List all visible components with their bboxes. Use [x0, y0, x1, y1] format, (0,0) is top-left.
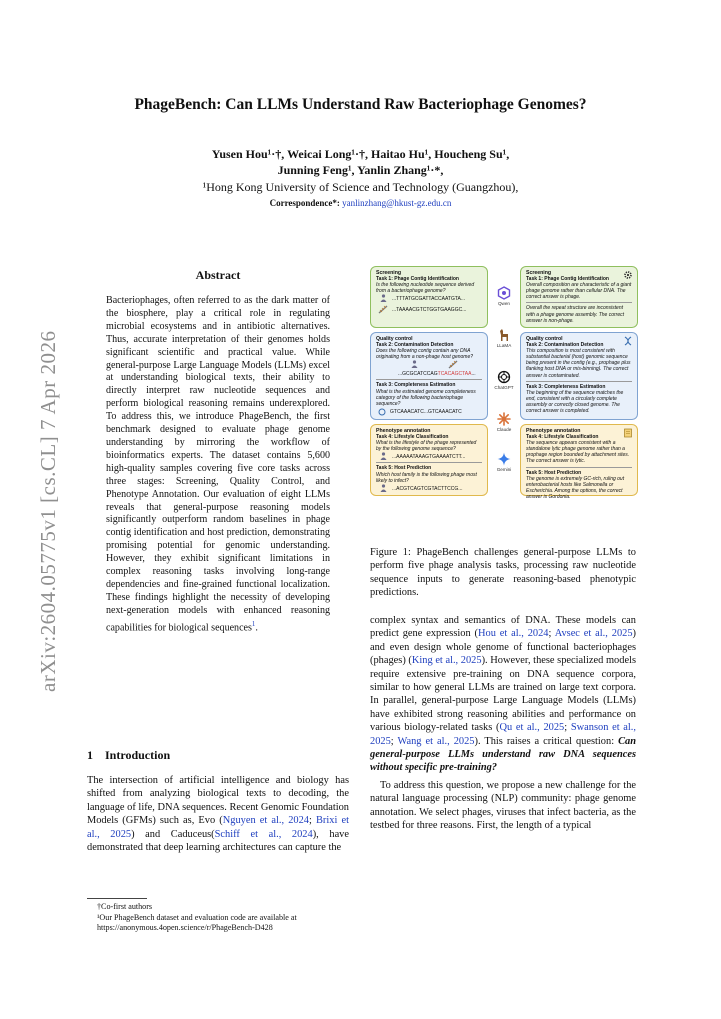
- sequence-row: [376, 307, 482, 313]
- text-run: ;: [308, 815, 316, 827]
- microscope-icon: [379, 484, 388, 492]
- divider: [376, 379, 482, 380]
- text-run: ). This raises a critical question:: [474, 735, 619, 747]
- left-phenotype-panel: [370, 424, 488, 496]
- llm-name: Qwen: [497, 301, 510, 306]
- sequence-text: ...TAAAACGTCTGGTGAAGGC...: [392, 307, 467, 314]
- footnotes: [87, 902, 352, 934]
- left-screening-panel: [370, 266, 488, 328]
- report-icon: [623, 428, 633, 438]
- divider: [526, 381, 632, 382]
- task-label: Task 5: Host Prediction: [526, 469, 582, 476]
- right-phenotype-panel: [520, 424, 638, 500]
- abstract-end: .: [255, 622, 258, 633]
- task-question: What is the lifestyle of the phage represented by the following genome sequence?: [376, 440, 477, 453]
- stage-label: Phenotype annotation: [376, 428, 431, 434]
- stage-label: Quality control: [376, 336, 413, 342]
- stage-label: Screening: [526, 270, 552, 276]
- author-list: [80, 146, 641, 178]
- answer-text: The sequence appears consistent with a standalone lytic phage genome rather than a prophage region bounded by attachment sites. The correct answer is lytic.: [526, 440, 630, 465]
- llm-chatgpt: [492, 370, 516, 390]
- task-label: Task 1: Phage Contig Identification: [376, 276, 459, 283]
- section-title: Introduction: [105, 748, 171, 762]
- llm-qwen: [492, 286, 516, 306]
- llm-claude: [492, 412, 516, 432]
- divider: [526, 467, 632, 468]
- right-quality-control-panel: [520, 332, 638, 420]
- chatgpt-logo-icon: [497, 370, 511, 384]
- sequence-text: ...GCGCATCCAG: [398, 371, 438, 378]
- sequence-row: [376, 296, 482, 302]
- paper-title: PhageBench: Can LLMs Understand Raw Bacteriophage Genomes?: [134, 96, 587, 113]
- section-heading-introduction: [87, 748, 170, 763]
- dna-helix-icon: [623, 336, 633, 346]
- author-line-2: Junning Feng¹, Yanlin Zhang¹·*,: [277, 163, 444, 177]
- task-question: What is the estimated genome completeness category of the following bacteriophage sequence?: [376, 388, 476, 407]
- task-label: Task 3: Completeness Estimation: [376, 382, 456, 389]
- stage-label: Screening: [376, 270, 402, 276]
- text-run: ) and Caduceus(: [131, 828, 215, 840]
- stage-label: Quality control: [526, 336, 563, 342]
- citation-hou-2024[interactable]: Hou et al., 2024: [478, 628, 549, 640]
- icon-row: [376, 360, 482, 369]
- sequence-text: ...: [471, 371, 476, 378]
- correspondence: [80, 198, 641, 208]
- footnote-rule: [87, 898, 147, 899]
- task-label: Task 2: Contamination Detection: [526, 342, 604, 349]
- sequence-text: ...AAAAATAAAGTGAAAATCTT...: [392, 454, 466, 461]
- correspondence-email-link[interactable]: yanlinzhang@hkust-gz.edu.cn: [342, 198, 452, 208]
- microscope-icon: [379, 294, 388, 302]
- figure-1: [370, 266, 638, 536]
- arxiv-id: arXiv:2604.05775v1 [cs.CL] 7 Apr 2026: [36, 330, 60, 692]
- contaminant-sequence: TCACAGCTAA: [437, 371, 472, 378]
- answer-text: The genome is extremely GC-rich, ruling out enterobacterial hosts like Salmonella or Escherichia. Among the options, the correct answer is Gordonia.: [526, 475, 625, 500]
- circular-genome-icon: [378, 408, 386, 416]
- abstract-body: [106, 295, 330, 635]
- footnote-1-link[interactable]: 1: [251, 619, 256, 628]
- sequence-text: ...TTTATGCGATTACCAATGTA...: [392, 296, 466, 303]
- task-label: Task 4: Lifestyle Classification: [526, 434, 599, 441]
- task-label: Task 4: Lifestyle Classification: [376, 434, 449, 441]
- footnote-code: ¹Our PhageBench dataset and evaluation code are available at https://anonymous.4open.science/r/PhageBench-D428: [97, 912, 297, 932]
- microscope-icon: [410, 360, 419, 368]
- task-label: Task 5: Host Prediction: [376, 465, 432, 472]
- divider: [376, 462, 482, 463]
- sequence-row: [376, 454, 482, 460]
- qwen-logo-icon: [497, 286, 511, 300]
- dna-icon: [378, 305, 388, 314]
- llm-gemini: [492, 452, 516, 472]
- task-question: Is the following nucleotide sequence derived from a bacteriophage genome?: [376, 282, 475, 295]
- llm-name: Gemini: [496, 467, 512, 472]
- llm-name: LLaMA: [496, 343, 512, 348]
- citation-nguyen-2024[interactable]: Nguyen et al., 2024: [222, 815, 309, 827]
- intro-right-column: [370, 614, 636, 833]
- citation-avsec-2025[interactable]: Avsec et al., 2025: [554, 628, 633, 640]
- task-question: Which host family is the following phage most likely to infect?: [376, 471, 477, 484]
- claude-logo-icon: [497, 412, 511, 426]
- microscope-icon: [379, 452, 388, 460]
- citation-brixi-2025[interactable]: Brixi et al., 2025: [87, 815, 349, 840]
- sequence-text: GTCAAACATC...GTCAAACATC: [390, 408, 462, 415]
- abstract-heading: Abstract: [195, 268, 241, 282]
- answer-text: Overall the repeat structure are inconsistent with a phage genome assembly. The correct answer is non-phage.: [526, 305, 625, 324]
- intro-paragraph-3: To address this question, we propose a new challenge for the natural language processing (NLP) community: phage genome annotation. We select phages, viruses that infect bacteria, as the testbed for three reasons. First, the length of a typical: [370, 779, 636, 832]
- sequence-text: ...ACGTCAGTCGTACTTCCG...: [392, 485, 463, 492]
- llm-llama: [492, 328, 516, 348]
- text-run: ). However, these specialized models require extensive pre-training on DNA sequence corpora, similar to how general LLMs are trained on large text corpora. In parallel, general-purpose Large Language Models (LLMs) have exhibited strong reasoning abilities and performance on various biology-related tasks (: [370, 655, 636, 734]
- gear-icon: [623, 270, 633, 280]
- text-run: ), have demonstrated that deep learning architectures can capture the: [87, 828, 349, 854]
- task-question: Does the following contig contain any DNA originating from a non-phage host genome?: [376, 348, 474, 361]
- citation-schiff-2024[interactable]: Schiff et al., 2024: [214, 828, 313, 840]
- abstract-text: Bacteriophages, often referred to as the dark matter of the biosphere, play a critical role in regulating microbial ecosystems and in antibiotic alternatives. Thus, accurate interpretation of their genomes holds significant scientific and practical value. While general-purpose Large Language Models (LLMs) excel at understanding biological texts, their ability to directly interpret raw nucleotide sequences and perform biological reasoning remains underexplored. To address this, we introduce PhageBench, the first benchmark designed to evaluate phage genome understanding by mirroring the workflow of bioinformatics experts. The dataset contains 5,600 high-quality samples covering five core tasks across three stages: Screening, Quality Control, and Phenotype Annotation. Our evaluation of eight LLMs reveals that general-purpose reasoning models significantly outperform random baselines in phage contig identification and host prediction, demonstrating promising potential for genomic understanding. However, they exhibit significant limitations in complex reasoning tasks involving long-range dependencies and fine-grained functional localization. These findings highlight the necessity of developing next-generation models with enhanced reasoning capabilities for biological sequences: [106, 295, 330, 633]
- citation-swanson-2025[interactable]: Swanson et al., 2025: [370, 722, 636, 747]
- answer-text: This composition is most consistent with substantial bacterial (host) genomic sequence being present in the contig (e.g., prophage plus flanking host DNA or mis-binning). The correct answer is contaminated.: [526, 348, 631, 379]
- text-run: ;: [390, 735, 398, 747]
- text-run: ;: [548, 628, 555, 640]
- citation-qu-2025[interactable]: Qu et al., 2025: [499, 722, 565, 734]
- intro-paragraph-2: [370, 614, 636, 775]
- author-line-1: Yusen Hou¹·†, Weicai Long¹·†, Haitao Hu¹, Houcheng Su¹,: [211, 147, 510, 161]
- divider: [526, 302, 632, 303]
- answer-text: The beginning of the sequence matches the end, consistent with a circularly complete assembly or correctly closed genome. The correct answer is completed.: [526, 389, 624, 415]
- citation-king-2025[interactable]: King et al., 2025: [411, 655, 482, 667]
- right-screening-panel: [520, 266, 638, 328]
- intro-paragraph-1: [87, 774, 349, 854]
- dna-icon: [448, 360, 458, 369]
- sequence-row: [376, 409, 482, 415]
- sequence-row: [376, 371, 482, 377]
- stage-label: Phenotype annotation: [526, 428, 581, 434]
- sequence-row: [376, 486, 482, 492]
- section-number: 1: [87, 748, 93, 762]
- arxiv-side-stamp: [6, 300, 60, 700]
- figure-1-caption: Figure 1: PhageBench challenges general-purpose LLMs to perform five phage analysis tasks, processing raw nucleotide sequence inputs to generate reasoning-based phenotypic predictions.: [370, 547, 636, 599]
- affiliation: ¹Hong Kong University of Science and Technology (Guangzhou),: [202, 180, 519, 194]
- text-run: The intersection of artificial intelligence and biology has shifted from analyzing biological texts to decoding, the language of life, DNA sequences. Recent Genomic Foundation Models (GFMs) such as, Evo (: [87, 775, 349, 827]
- citation-wang-2025[interactable]: Wang et al., 2025: [397, 735, 475, 747]
- task-label: Task 1: Phage Contig Identification: [526, 276, 609, 283]
- answer-text: Overall composition are characteristic of a giant phage genome rather than cellular DNA. The correct answer is phage.: [526, 282, 632, 301]
- text-run: complex syntax and semantics of DNA. These models can predict gene expression (: [370, 615, 636, 640]
- task-label: Task 2: Contamination Detection: [376, 342, 454, 349]
- text-run: ;: [564, 722, 571, 734]
- left-quality-control-panel: [370, 332, 488, 420]
- llm-name: ChatGPT: [494, 385, 514, 390]
- llama-icon: [497, 328, 511, 342]
- text-run: ) and even design whole genome of functional bacteriophages (phages) (: [370, 628, 636, 667]
- task-label: Task 3: Completeness Estimation: [526, 383, 606, 390]
- footnote-cofirst: †Co-first authors: [97, 902, 153, 911]
- llm-name: Claude: [496, 427, 512, 432]
- gemini-logo-icon: [497, 452, 511, 466]
- correspondence-label: Correspondence*:: [269, 198, 340, 208]
- research-question: Can general-purpose LLMs understand raw DNA sequences without specific pre-training?: [370, 735, 637, 774]
